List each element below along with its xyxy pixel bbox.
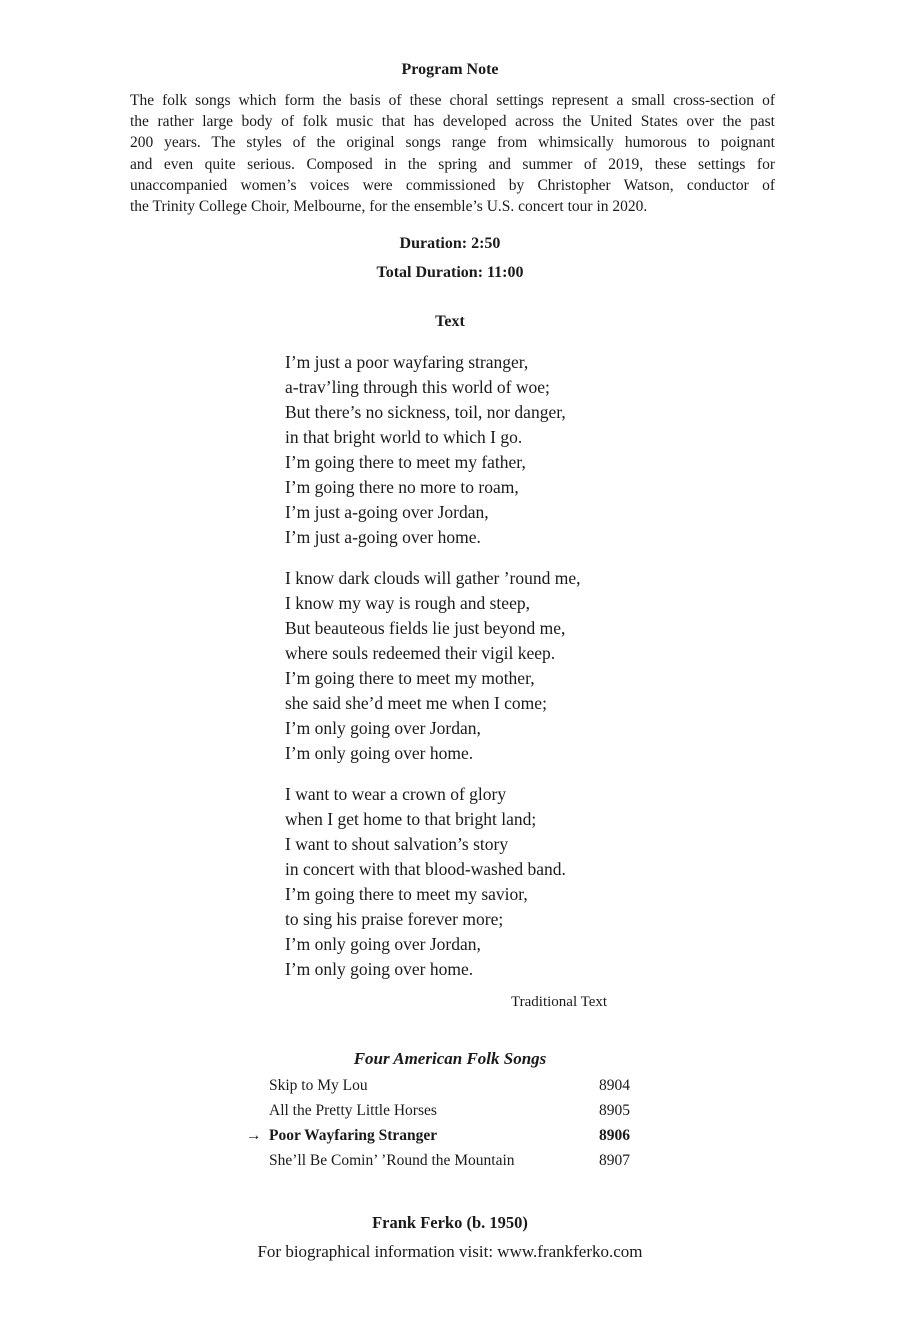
verse-line: I’m going there to meet my father, [285,452,526,472]
program-note-heading: Program Note [401,61,499,78]
work-title: She’ll Be Comin’ ’Round the Mountain [269,1152,515,1169]
verse-line: I want to wear a crown of glory [285,784,507,804]
bio-link-line: For biographical information visit: www.frankferko.com [257,1242,643,1261]
verse-line: I’m going there no more to roam, [285,477,519,497]
verse-3 [285,782,566,982]
composer-name: Frank Ferko (b. 1950) [372,1213,528,1232]
work-number: 8907 [599,1152,630,1169]
program-note-line: 200 years. The styles of the original songs range from whimsically humorous to poignant [130,134,775,152]
verse-line: to sing his praise forever more; [285,909,504,929]
verse-line: I’m just a-going over Jordan, [285,502,489,522]
program-note-body [130,90,775,217]
verse-line: she said she’d meet me when I come; [285,693,547,713]
arrow-right-icon: → [246,1127,262,1144]
verse-line: in that bright world to which I go. [285,427,523,447]
verse-line: I’m going there to meet my savior, [285,884,528,904]
verse-line: I’m going there to meet my mother, [285,668,535,688]
verse-line: I’m just a poor wayfaring stranger, [285,352,529,372]
text-attribution: Traditional Text [511,994,608,1010]
work-row [240,1098,640,1123]
program-note-line: the rather large body of folk music that has developed across the United States over the past [130,113,775,131]
total-duration: Total Duration: 11:00 [376,264,524,281]
work-title: Skip to My Lou [269,1077,368,1094]
program-note-line: and even quite serious. Composed in the spring and summer of 2019, these settings for [130,155,775,173]
verse-line: I’m just a-going over home. [285,527,481,547]
verse-line: a-trav’ling through this world of woe; [285,377,550,397]
work-row [240,1148,640,1173]
verse-line: I’m only going over Jordan, [285,934,481,954]
verse-line: But beauteous fields lie just beyond me, [285,618,566,638]
work-title: All the Pretty Little Horses [269,1102,437,1119]
series-title: Four American Folk Songs [353,1049,547,1068]
verse-line: I’m only going over Jordan, [285,718,481,738]
verse-line: I want to shout salvation’s story [285,834,509,854]
verse-line: in concert with that blood-washed band. [285,859,566,879]
verse-line: when I get home to that bright land; [285,809,537,829]
verse-2 [285,566,580,766]
work-row-current [240,1123,640,1148]
duration: Duration: 2:50 [399,235,501,252]
work-number: 8906 [599,1127,630,1144]
verse-line: I’m only going over home. [285,959,474,979]
work-title: Poor Wayfaring Stranger [269,1127,438,1144]
verse-line: I’m only going over home. [285,743,474,763]
work-row [240,1073,640,1098]
verse-line: I know dark clouds will gather ’round me, [285,568,581,588]
program-note-line: The folk songs which form the basis of these choral settings represent a small cross-section of [130,92,775,109]
series-work-list [240,1073,640,1173]
verse-line: But there’s no sickness, toil, nor danger, [285,402,566,422]
verse-line: where souls redeemed their vigil keep. [285,643,556,663]
verse-line: I know my way is rough and steep, [285,593,530,613]
program-note-line: unaccompanied women’s voices were commissioned by Christopher Watson, conductor of [130,176,775,194]
work-number: 8905 [599,1102,630,1119]
verse-1 [285,350,566,550]
text-heading: Text [435,313,465,330]
work-number: 8904 [599,1077,630,1094]
program-note-line: the Trinity College Choir, Melbourne, for the ensemble’s U.S. concert tour in 2020. [130,198,648,216]
